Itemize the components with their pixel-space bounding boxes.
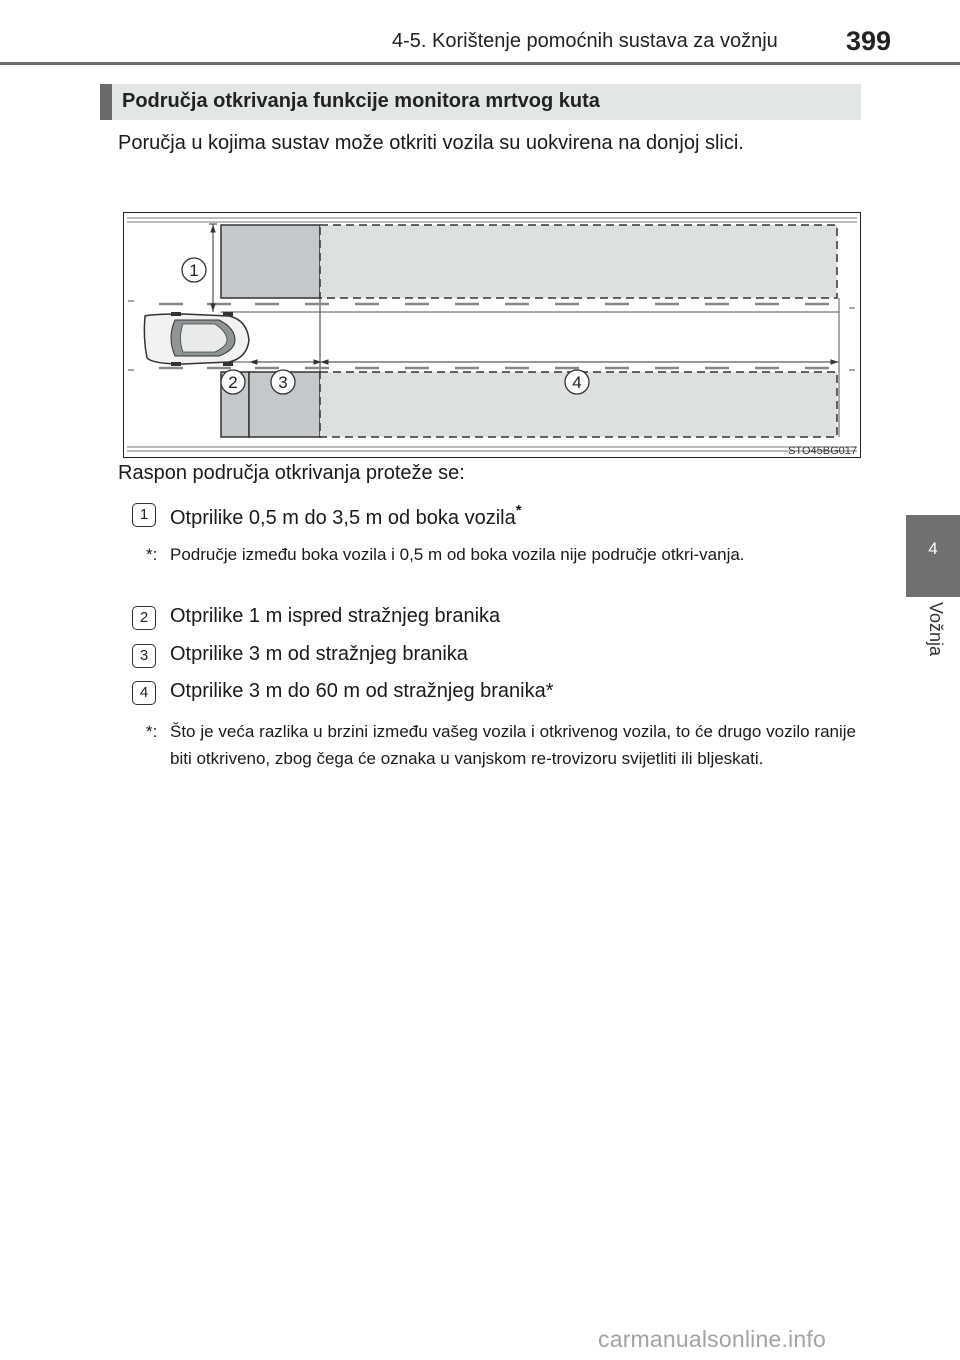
item-text: Otprilike 3 m od stražnjeg branika <box>170 643 468 665</box>
diagram-code: STO45BG017 <box>788 445 857 457</box>
footnote-text: Što je veća razlika u brzini između vašeg vozila i otkrivenog vozila, to će drugo vozilo ranije biti otkriveno, zbog čega će oznaka u vanjskom re-trovizoru svijetliti ili bljeskati. <box>170 722 856 768</box>
callout-2-label: 2 <box>228 373 238 392</box>
ego-car-icon <box>144 312 249 366</box>
callout-4-label: 4 <box>572 373 582 392</box>
list-item <box>132 500 862 530</box>
section-heading <box>100 84 861 120</box>
callout-2 <box>221 370 245 394</box>
footnote-mark: *: <box>146 722 158 741</box>
intro-paragraph: Poručja u kojima sustav može otkriti vozila su uokvirena na donjoj slici. <box>118 132 744 154</box>
footnote-marker: * <box>515 502 522 519</box>
item-number-badge: 3 <box>132 644 156 668</box>
item-number-badge: 2 <box>132 606 156 630</box>
chapter-tab-number: 4 <box>928 539 938 558</box>
callout-1 <box>182 258 206 282</box>
header-section-title: 4-5. Korištenje pomoćnih sustava za vožnju <box>392 30 778 52</box>
callout-4 <box>565 370 589 394</box>
list-item <box>132 603 862 633</box>
callout-3-label: 3 <box>278 373 288 392</box>
section-heading-text: Područja otkrivanja funkcije monitora mrtvog kuta <box>122 90 600 112</box>
footnote-mark: *: <box>146 545 158 564</box>
watermark: carmanualsonline.info <box>598 1326 826 1352</box>
list-item <box>132 641 862 671</box>
callout-3 <box>271 370 295 394</box>
zone-1-area <box>221 225 320 298</box>
page-number: 399 <box>846 26 892 56</box>
detection-area-diagram <box>123 212 861 458</box>
chapter-tab-label: Vožnja <box>926 602 946 657</box>
callout-1-label: 1 <box>189 261 199 280</box>
item-text: Otprilike 0,5 m do 3,5 m od boka vozila* <box>170 502 522 529</box>
item-text: Otprilike 3 m do 60 m od stražnjeg branika* <box>170 680 554 702</box>
header-divider <box>0 62 960 65</box>
item-number-badge: 4 <box>132 681 156 705</box>
list-item <box>132 678 862 708</box>
footnote-text: Područje između boka vozila i 0,5 m od boka vozila nije područje otkri-vanja. <box>170 545 745 564</box>
item-number-badge: 1 <box>132 503 156 527</box>
chapter-tab <box>906 515 960 597</box>
item-text: Otprilike 1 m ispred stražnjeg branika <box>170 605 501 627</box>
range-title: Raspon područja otkrivanja proteže se: <box>118 462 465 484</box>
zone-1-extended-area <box>320 225 837 298</box>
footnote <box>146 718 856 772</box>
footnote <box>146 541 856 568</box>
